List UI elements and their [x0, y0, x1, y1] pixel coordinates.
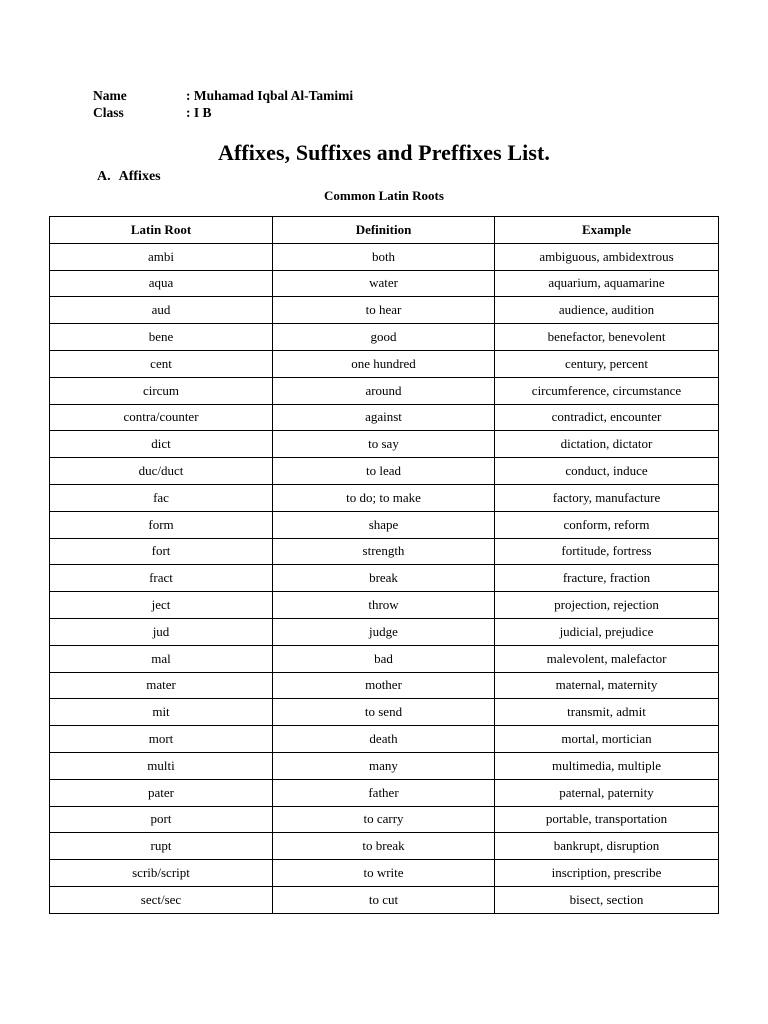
definition-cell: death [273, 726, 495, 753]
definition-cell: bad [273, 645, 495, 672]
definition-cell: to write [273, 860, 495, 887]
table-row [50, 297, 719, 324]
latin-root-cell: mal [50, 645, 273, 672]
latin-root-cell: scrib/script [50, 860, 273, 887]
latin-root-cell: mit [50, 699, 273, 726]
definition-cell: against [273, 404, 495, 431]
name-label: Name [93, 88, 127, 103]
definition-cell: to break [273, 833, 495, 860]
latin-root-cell: fort [50, 538, 273, 565]
definition-cell: break [273, 565, 495, 592]
latin-root-cell: aud [50, 297, 273, 324]
example-cell: benefactor, benevolent [495, 324, 719, 351]
example-cell: projection, rejection [495, 592, 719, 619]
definition-cell: to send [273, 699, 495, 726]
table-row [50, 645, 719, 672]
table-body [50, 243, 719, 913]
example-cell: paternal, paternity [495, 779, 719, 806]
latin-root-cell: bene [50, 324, 273, 351]
table-row [50, 377, 719, 404]
table-row [50, 779, 719, 806]
definition-cell: mother [273, 672, 495, 699]
table-row [50, 431, 719, 458]
latin-root-cell: port [50, 806, 273, 833]
table-row [50, 538, 719, 565]
definition-cell: shape [273, 511, 495, 538]
column-header-example: Example [495, 217, 719, 244]
example-cell: circumference, circumstance [495, 377, 719, 404]
table-row [50, 699, 719, 726]
latin-root-cell: ject [50, 592, 273, 619]
definition-cell: to say [273, 431, 495, 458]
latin-roots-table [49, 216, 719, 914]
table-row [50, 726, 719, 753]
latin-root-cell: duc/duct [50, 458, 273, 485]
latin-root-cell: ambi [50, 243, 273, 270]
definition-cell: throw [273, 592, 495, 619]
definition-cell: water [273, 270, 495, 297]
section-heading [97, 169, 161, 185]
latin-root-cell: rupt [50, 833, 273, 860]
definition-cell: strength [273, 538, 495, 565]
table-row [50, 806, 719, 833]
example-cell: audience, audition [495, 297, 719, 324]
example-cell: fortitude, fortress [495, 538, 719, 565]
table-row [50, 404, 719, 431]
table-row [50, 752, 719, 779]
section-number: A. [97, 169, 111, 184]
table-row [50, 270, 719, 297]
definition-cell: judge [273, 618, 495, 645]
table-row [50, 458, 719, 485]
name-row [93, 87, 353, 104]
latin-root-cell: cent [50, 350, 273, 377]
latin-root-cell: mater [50, 672, 273, 699]
definition-cell: to lead [273, 458, 495, 485]
table-row [50, 243, 719, 270]
example-cell: ambiguous, ambidextrous [495, 243, 719, 270]
example-cell: mortal, mortician [495, 726, 719, 753]
table-row [50, 511, 719, 538]
latin-root-cell: dict [50, 431, 273, 458]
table-row [50, 860, 719, 887]
latin-root-cell: fac [50, 484, 273, 511]
definition-cell: to carry [273, 806, 495, 833]
class-value: : I B [186, 105, 212, 120]
definition-cell: both [273, 243, 495, 270]
example-cell: bisect, section [495, 886, 719, 913]
example-cell: conform, reform [495, 511, 719, 538]
latin-root-cell: jud [50, 618, 273, 645]
latin-root-cell: circum [50, 377, 273, 404]
latin-root-cell: fract [50, 565, 273, 592]
latin-root-cell: pater [50, 779, 273, 806]
class-row [93, 104, 353, 121]
example-cell: bankrupt, disruption [495, 833, 719, 860]
example-cell: century, percent [495, 350, 719, 377]
definition-cell: good [273, 324, 495, 351]
name-value: : Muhamad Iqbal Al-Tamimi [186, 88, 354, 103]
table-row [50, 350, 719, 377]
class-label: Class [93, 105, 124, 120]
latin-root-cell: multi [50, 752, 273, 779]
example-cell: aquarium, aquamarine [495, 270, 719, 297]
column-header-latin-root: Latin Root [50, 217, 273, 244]
example-cell: conduct, induce [495, 458, 719, 485]
example-cell: portable, transportation [495, 806, 719, 833]
table-row [50, 565, 719, 592]
example-cell: malevolent, malefactor [495, 645, 719, 672]
definition-cell: around [273, 377, 495, 404]
example-cell: contradict, encounter [495, 404, 719, 431]
definition-cell: many [273, 752, 495, 779]
column-header-definition: Definition [273, 217, 495, 244]
table-caption: Common Latin Roots [324, 188, 444, 203]
definition-cell: to do; to make [273, 484, 495, 511]
definition-cell: to hear [273, 297, 495, 324]
example-cell: judicial, prejudice [495, 618, 719, 645]
example-cell: dictation, dictator [495, 431, 719, 458]
definition-cell: to cut [273, 886, 495, 913]
section-label: Affixes [118, 169, 161, 184]
table-row [50, 672, 719, 699]
table-row [50, 324, 719, 351]
example-cell: maternal, maternity [495, 672, 719, 699]
table-row [50, 886, 719, 913]
table-header-row [50, 217, 719, 244]
table-row [50, 592, 719, 619]
example-cell: factory, manufacture [495, 484, 719, 511]
latin-root-cell: mort [50, 726, 273, 753]
document-title: Affixes, Suffixes and Preffixes List. [217, 140, 551, 165]
definition-cell: father [273, 779, 495, 806]
table-row [50, 833, 719, 860]
table-row [50, 618, 719, 645]
example-cell: multimedia, multiple [495, 752, 719, 779]
example-cell: fracture, fraction [495, 565, 719, 592]
example-cell: inscription, prescribe [495, 860, 719, 887]
latin-root-cell: aqua [50, 270, 273, 297]
latin-root-cell: form [50, 511, 273, 538]
definition-cell: one hundred [273, 350, 495, 377]
example-cell: transmit, admit [495, 699, 719, 726]
latin-root-cell: sect/sec [50, 886, 273, 913]
latin-root-cell: contra/counter [50, 404, 273, 431]
student-info [93, 87, 353, 121]
table-row [50, 484, 719, 511]
